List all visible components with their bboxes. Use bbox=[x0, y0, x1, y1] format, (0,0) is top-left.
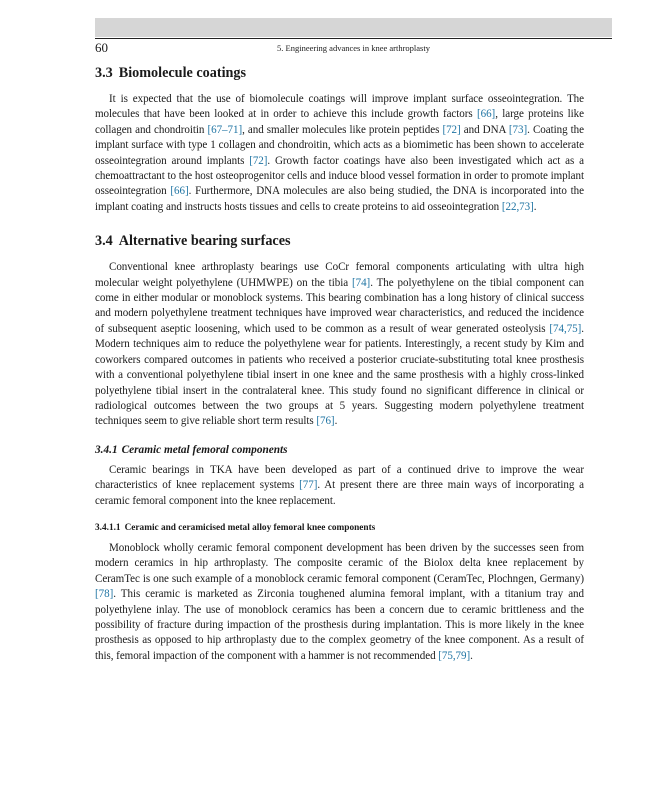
paragraph-text: . Furthermore, DNA molecules are also being studied, the DNA is incorporated into the implant coating and instructs hosts tissues and cells to create proteins to aid osseointegration bbox=[95, 185, 584, 213]
subsection-title: Ceramic metal femoral components bbox=[121, 443, 288, 456]
paragraph-biomolecule-coatings bbox=[95, 92, 584, 215]
subsubsection-number: 3.4.1.1 bbox=[95, 522, 121, 533]
top-gray-bar bbox=[95, 18, 612, 37]
citation-link[interactable]: [78] bbox=[95, 588, 114, 601]
citation-link[interactable]: [76] bbox=[316, 415, 335, 428]
citation-link[interactable]: [72] bbox=[442, 123, 461, 136]
subsubsection-title: Ceramic and ceramicised metal alloy femoral knee components bbox=[124, 522, 376, 533]
paragraph-text: , large proteins like collagen and chondroitin bbox=[95, 108, 584, 136]
paragraph-text: . The polyethylene on the tibial component can come in either modular or monoblock systems. This bearing combination has a long history of clinical success and modern polyethylene treatment techniques have improved wear characteristics, and reduced the incidence of subsequent aseptic loosening, which used to be common as a result of wear generated osteolysis bbox=[95, 276, 584, 335]
citation-link[interactable]: [67–71] bbox=[207, 123, 243, 136]
citation-link[interactable]: [75,79] bbox=[438, 649, 471, 662]
citation-link[interactable]: [66] bbox=[170, 185, 189, 198]
paragraph-text: and DNA bbox=[460, 123, 509, 136]
paragraph-text: , and smaller molecules like protein peptides bbox=[242, 123, 443, 136]
section-title: Alternative bearing surfaces bbox=[118, 233, 291, 250]
paragraph-text: . Coating the implant surface with type 1 collagen and chondroitin, which acts as a biomimetic has been shown to accelerate osseointegration around implants bbox=[95, 123, 585, 167]
citation-link[interactable]: [74,75] bbox=[549, 322, 582, 335]
citation-link[interactable]: [72] bbox=[249, 154, 268, 167]
section-heading-3-3 bbox=[95, 62, 584, 84]
paragraph-alternative-bearing-surfaces bbox=[95, 260, 584, 429]
citation-link[interactable]: [77] bbox=[299, 479, 318, 492]
paragraph-text: . Growth factor coatings have also been investigated which act as a chemoattractant to the host osteoprogenitor cells and induce blood vessel formation in order to promote implant osseointegration bbox=[95, 154, 584, 198]
section-number: 3.4 bbox=[95, 233, 113, 250]
paragraph-ceramic-femoral-knee-components bbox=[95, 541, 584, 664]
citation-link[interactable]: [73] bbox=[508, 123, 528, 136]
section-heading-3-4 bbox=[95, 230, 584, 252]
paragraph-text: . This ceramic is marketed as Zirconia toughened alumina femoral implant, with a titanium tray and polyethylene inlay. The use of monoblock ceramics has been a concern due to ceramic brittleness and the possibility of fracture during impaction of the prosthesis during implantation. This is more likely in the knee prosthesis as opposed to hip arthroplasty due to the complex geometry of the knee component. As a result of this, femoral impaction of the component with a hammer is not recommended bbox=[95, 588, 584, 662]
paragraph-text: . bbox=[533, 200, 537, 213]
section-title: Biomolecule coatings bbox=[118, 65, 247, 81]
running-head: 5. Engineering advances in knee arthroplasty bbox=[277, 43, 430, 53]
paragraph-text: . Modern techniques aim to reduce the polyethylene wear for patients. Interestingly, a recent study by Kim and coworkers compared outcomes in patients who received a posterior cruciate-substituting total knee prosthesis with a conventional polyethylene tibial insert in one knee and the same prosthesis with a highly cross-linked polyethylene tibial insert in the contralateral knee. This study found no significant difference in clinical or radiological outcomes between the two groups at 5 years. Suggesting modern polyethylene treatment techniques seem to give reliable short term results bbox=[95, 322, 584, 428]
paragraph-ceramic-metal-femoral bbox=[95, 463, 584, 509]
subsubsection-heading-3-4-1-1 bbox=[95, 521, 584, 536]
section-number: 3.3 bbox=[95, 65, 113, 81]
paragraph-text: . bbox=[470, 649, 473, 662]
paragraph-text: . At present there are three main ways of incorporating a ceramic femoral component into the knee replacement. bbox=[95, 479, 584, 507]
citation-link[interactable]: [66] bbox=[476, 108, 496, 121]
page-number: 60 bbox=[95, 40, 108, 55]
paragraph-text: . bbox=[334, 415, 338, 428]
citation-link[interactable]: [74] bbox=[351, 276, 371, 289]
subsection-heading-3-4-1 bbox=[95, 442, 584, 458]
paragraph-text: Monoblock wholly ceramic femoral component development has been driven by the successes seen from modern ceramics in hip arthroplasty. The composite ceramic of the Biolox delta knee replacement by CeramTec is one such example of a monoblock ceramic femoral component (CeramTec, Plochngen, Germany) bbox=[95, 541, 584, 585]
citation-link[interactable]: [22,73] bbox=[501, 200, 534, 213]
paragraph-text: Ceramic bearings in TKA have been developed as part of a continued drive to improve the wear characteristics of knee replacement systems bbox=[95, 463, 584, 492]
paragraph-text: It is expected that the use of biomolecule coatings will improve implant surface osseointegration. The molecules that have been looked at in order to achieve this include growth factors bbox=[95, 93, 584, 121]
subsection-number: 3.4.1 bbox=[95, 443, 118, 456]
page-body bbox=[95, 62, 584, 664]
page-header bbox=[95, 38, 612, 57]
paragraph-text: Conventional knee arthroplasty bearings use CoCr femoral components articulating with ultra high molecular weight polyethylene (UHMWPE) on the tibia bbox=[95, 261, 584, 289]
